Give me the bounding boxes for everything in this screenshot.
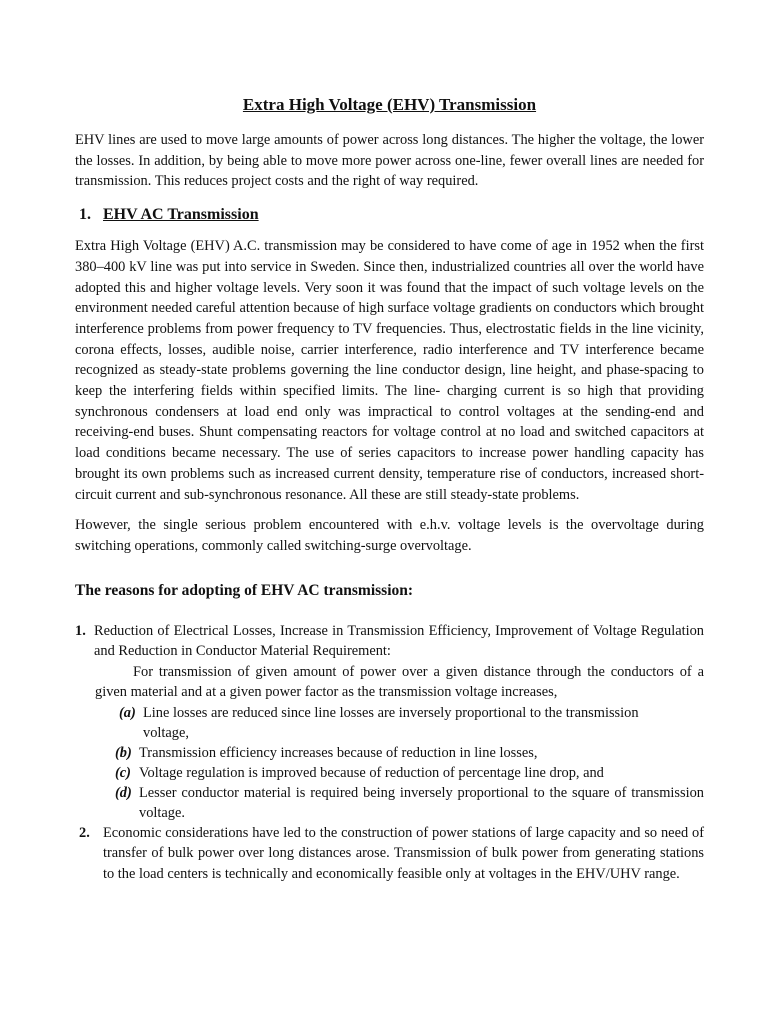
reason-number: 2.: [79, 824, 90, 841]
document-title: Extra High Voltage (EHV) Transmission: [242, 95, 537, 114]
sub-item-text: Voltage regulation is improved because of reduction of percentage line drop, and: [139, 764, 604, 781]
reason-sublist: [115, 703, 704, 823]
sub-item: [119, 703, 704, 743]
sub-item-letter: (d): [115, 784, 132, 801]
sub-item-letter: (c): [115, 764, 131, 781]
reason-number: 1.: [75, 622, 86, 639]
section-heading-text: EHV AC Transmission: [103, 206, 259, 224]
sub-item-text: Line losses are reduced since line losses are inversely proportional to the transmission voltage,: [143, 704, 639, 741]
reason-text: Reduction of Electrical Losses, Increase in Transmission Efficiency, Improvement of Voltage Regulation and Reduction in Conductor Material Requirement:: [94, 622, 704, 660]
switching-surge-paragraph: However, the single serious problem encountered with e.h.v. voltage levels is the overvoltage during switching operations, commonly called switching-surge overvoltage.: [75, 517, 704, 554]
reason-item: [79, 823, 704, 885]
sub-item: [115, 743, 704, 763]
sub-item-text: Transmission efficiency increases because of reduction in line losses,: [139, 744, 538, 761]
reason-item: [75, 621, 704, 662]
reason-text: Economic considerations have led to the construction of power stations of large capacity and so need of transfer of bulk power over long distances arose. Transmission of bulk power from generating stations to the load centers is technically and economically feasible only at voltages in the EHV/UHV range.: [103, 824, 704, 882]
section-heading-ehv-ac: [75, 204, 704, 226]
reason-subtext: For transmission of given amount of power over a given distance through the conductors of a given material and at a given power factor as the transmission voltage increases,: [95, 663, 704, 701]
sub-item: [115, 783, 704, 823]
sub-item-letter: (b): [115, 744, 132, 761]
ehv-ac-paragraph: Extra High Voltage (EHV) A.C. transmission may be considered to have come of age in 1952 when the first 380–400 kV line was put into service in Sweden. Since then, industrialized countries all over the world have adopted this and higher voltage levels. Very soon it was found that the impact of such voltage levels on the environment needed careful attention because of high surface voltage gradients on conductors which brought interference problems from power frequency to TV frequencies. Thus, electrostatic fields in the line vicinity, corona effects, losses, audible noise, carrier interference, radio interference and TV interference became recognized as steady-state problems governing the line conductor design, line height, and phase-spacing to keep the interfering fields within specified limits. The line- charging current is so high that providing synchronous condensers at load end only was impractical to control voltages at the sending-end and receiving-end buses. Shunt compensating reactors for voltage control at no load and switched capacitors at load conditions became necessary. The use of series capacitors to increase power handling capacity has brought its own problems such as increased current density, temperature rise of conductors, increased short-circuit current and sub-synchronous resonance. All these are still steady-state problems.: [75, 238, 704, 503]
reasons-heading: The reasons for adopting of EHV AC transmission:: [75, 581, 414, 599]
intro-paragraph: EHV lines are used to move large amounts of power across long distances. The higher the voltage, the lower the losses. In addition, by being able to move more power across one-line, fewer overall lines are needed for transmission. This reduces project costs and the right of way required.: [75, 132, 704, 190]
sub-item-letter: (a): [119, 704, 136, 721]
sub-item-text: Lesser conductor material is required being inversely proportional to the square of transmission voltage.: [139, 784, 704, 821]
sub-item: [115, 763, 704, 783]
section-number: 1.: [79, 206, 91, 224]
